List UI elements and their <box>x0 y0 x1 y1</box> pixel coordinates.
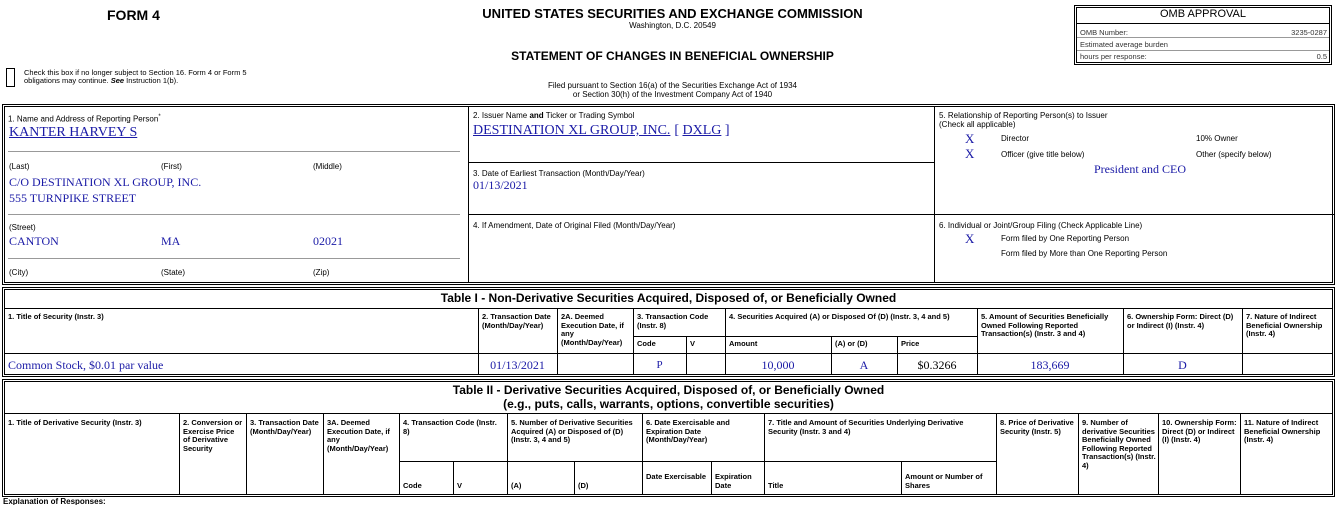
t2-col3-header: 3. Transaction Date (Month/Day/Year) <box>250 418 319 436</box>
t1-col2a-header: 2A. Deemed Execution Date, if any (Month/Day/Year) <box>561 312 624 347</box>
t2-col9-header: 9. Number of derivative Securities Beneficially Owned Following Reported Transaction(s) (Instr. 4) <box>1082 418 1156 470</box>
t2-col7-title-header: Title <box>768 481 784 490</box>
city-label: (City) <box>9 268 29 277</box>
omb-number-label: OMB Number: <box>1080 28 1128 37</box>
middle-label: (Middle) <box>313 162 342 171</box>
explanation-of-responses: Explanation of Responses: <box>3 497 106 505</box>
t1-col5-header: 5. Amount of Securities Beneficially Owned Following Reported Transaction(s) (Instr. 3 and 4) <box>981 312 1109 338</box>
filed-pursuant-text: Filed pursuant to Section 16(a) of the Securities Exchange Act of 1934 or Section 30(h) of the Investment Company Act of 1940 <box>547 81 798 99</box>
t2-col7-header: 7. Title and Amount of Securities Underlying Derivative Security (Instr. 3 and 4) <box>768 418 964 436</box>
statement-title: STATEMENT OF CHANGES IN BENEFICIAL OWNERSHIP <box>511 49 834 63</box>
t1-row-amount: 10,000 <box>761 358 795 372</box>
t1-row-security-title: Common Stock, $0.01 par value <box>8 358 164 372</box>
officer-title: President and CEO <box>1094 162 1186 176</box>
address-line2: 555 TURNPIKE STREET <box>9 191 137 205</box>
last-label: (Last) <box>9 162 30 171</box>
t2-col6-exercisable-header: Date Exercisable <box>646 472 707 481</box>
t1-col3-v-header: V <box>690 339 696 348</box>
state-label: (State) <box>161 268 186 277</box>
t1-row-acquired-disposed: A <box>859 358 869 372</box>
section16-checkbox[interactable] <box>6 68 15 87</box>
t2-col2-header: 2. Conversion or Exercise Price of Derivative Security <box>183 418 243 453</box>
state-value: MA <box>161 234 181 248</box>
t2-col7-amount-header: Amount or Number of Shares <box>905 472 983 490</box>
form-title: FORM 4 <box>107 7 160 23</box>
t2-col4-code-header: Code <box>403 481 422 490</box>
agency-location: Washington, D.C. 20549 <box>629 21 716 30</box>
t1-col4-header: 4. Securities Acquired (A) or Disposed Of (D) (Instr. 3, 4 and 5) <box>729 312 950 321</box>
t1-row-price: $0.3266 <box>917 358 957 372</box>
issuer-name-link[interactable]: DESTINATION XL GROUP, INC. <box>473 123 671 138</box>
other-label: Other (specify below) <box>1196 150 1272 159</box>
t2-col1-header: 1. Title of Derivative Security (Instr. 3) <box>8 418 142 427</box>
table2-title: Table II - Derivative Securities Acquired, Disposed of, or Beneficially Owned (e.g., puts, calls, warrants, options, convertible securities) <box>452 383 885 411</box>
box5-label: 5. Relationship of Reporting Person(s) to Issuer (Check all applicable) <box>939 111 1108 129</box>
box6-label: 6. Individual or Joint/Group Filing (Check Applicable Line) <box>939 221 1143 230</box>
one-person-label: Form filed by One Reporting Person <box>1001 234 1130 243</box>
omb-approval-title: OMB APPROVAL <box>1160 8 1246 20</box>
t1-col4-amount-header: Amount <box>729 339 758 348</box>
t2-col4-header: 4. Transaction Code (Instr. 8) <box>403 418 497 436</box>
earliest-transaction-date: 01/13/2021 <box>473 178 528 192</box>
street-label: (Street) <box>9 223 36 232</box>
ten-percent-owner-label: 10% Owner <box>1196 134 1238 143</box>
box1-label: 1. Name and Address of Reporting Person* <box>8 114 161 124</box>
director-label: Director <box>1001 134 1030 143</box>
t1-row-code: P <box>656 359 663 371</box>
city-value: CANTON <box>9 234 59 248</box>
box3-label: 3. Date of Earliest Transaction (Month/Day/Year) <box>473 169 645 178</box>
t1-col7-header: 7. Nature of Indirect Beneficial Ownership (Instr. 4) <box>1246 312 1323 338</box>
t1-col4-ad-header: (A) or (D) <box>835 339 868 348</box>
issuer-row: DESTINATION XL GROUP, INC. [ DXLG ] <box>473 123 730 138</box>
omb-hours-value: 0.5 <box>1316 52 1327 61</box>
ticker-link[interactable]: DXLG <box>682 123 722 138</box>
t1-col3-header: 3. Transaction Code (Instr. 8) <box>637 312 709 330</box>
t1-row-ownership-form: D <box>1178 358 1187 372</box>
t1-row-owned-following: 183,669 <box>1030 358 1070 372</box>
zip-value: 02021 <box>313 234 343 248</box>
officer-mark: X <box>965 146 975 161</box>
t2-col11-header: 11. Nature of Indirect Beneficial Ownership (Instr. 4) <box>1244 418 1321 444</box>
officer-label: Officer (give title below) <box>1001 150 1085 159</box>
t1-row-date: 01/13/2021 <box>490 358 545 372</box>
t2-col3a-header: 3A. Deemed Execution Date, if any (Month/Day/Year) <box>327 418 390 453</box>
t1-col6-header: 6. Ownership Form: Direct (D) or Indirect (I) (Instr. 4) <box>1127 312 1234 330</box>
address-line1: C/O DESTINATION XL GROUP, INC. <box>9 175 202 189</box>
one-person-mark: X <box>965 231 975 246</box>
omb-number-value: 3235-0287 <box>1291 28 1327 37</box>
t1-col3-code-header: Code <box>637 339 656 348</box>
zip-label: (Zip) <box>313 268 330 277</box>
agency-title: UNITED STATES SECURITIES AND EXCHANGE COMMISSION <box>482 6 863 21</box>
t1-col1-header: 1. Title of Security (Instr. 3) <box>8 312 104 321</box>
box4-label: 4. If Amendment, Date of Original Filed (Month/Day/Year) <box>473 221 676 230</box>
t2-col6-header: 6. Date Exercisable and Expiration Date (Month/Day/Year) <box>646 418 730 444</box>
director-mark: X <box>965 131 975 146</box>
more-persons-label: Form filed by More than One Reporting Person <box>1001 249 1168 258</box>
t2-col5-a-header: (A) <box>511 481 522 490</box>
table1-title: Table I - Non-Derivative Securities Acquired, Disposed of, or Beneficially Owned <box>440 291 897 305</box>
section16-checkbox-label: Check this box if no longer subject to Section 16. Form 4 or Form 5 obligations may continue. See Instruction 1(b). <box>24 68 247 85</box>
t2-col5-header: 5. Number of Derivative Securities Acquired (A) or Disposed of (D) (Instr. 3, 4 and 5) <box>511 418 633 444</box>
t1-col2-header: 2. Transaction Date (Month/Day/Year) <box>482 312 551 330</box>
reporting-person-name-link[interactable]: KANTER HARVEY S <box>9 125 138 140</box>
t2-col8-header: 8. Price of Derivative Security (Instr. 5) <box>1000 418 1074 436</box>
t1-col4-price-header: Price <box>901 339 920 348</box>
box2-label: 2. Issuer Name and Ticker or Trading Symbol <box>473 111 635 120</box>
t2-col4-v-header: V <box>457 481 463 490</box>
omb-burden-label: Estimated average burden <box>1080 40 1168 49</box>
t2-col6-expiration-header: Expiration Date <box>715 472 752 490</box>
omb-hours-label: hours per response: <box>1080 52 1147 61</box>
first-label: (First) <box>161 162 182 171</box>
t2-col5-d-header: (D) <box>578 481 589 490</box>
t2-col10-header: 10. Ownership Form: Direct (D) or Indirect (I) (Instr. 4) <box>1162 418 1237 444</box>
